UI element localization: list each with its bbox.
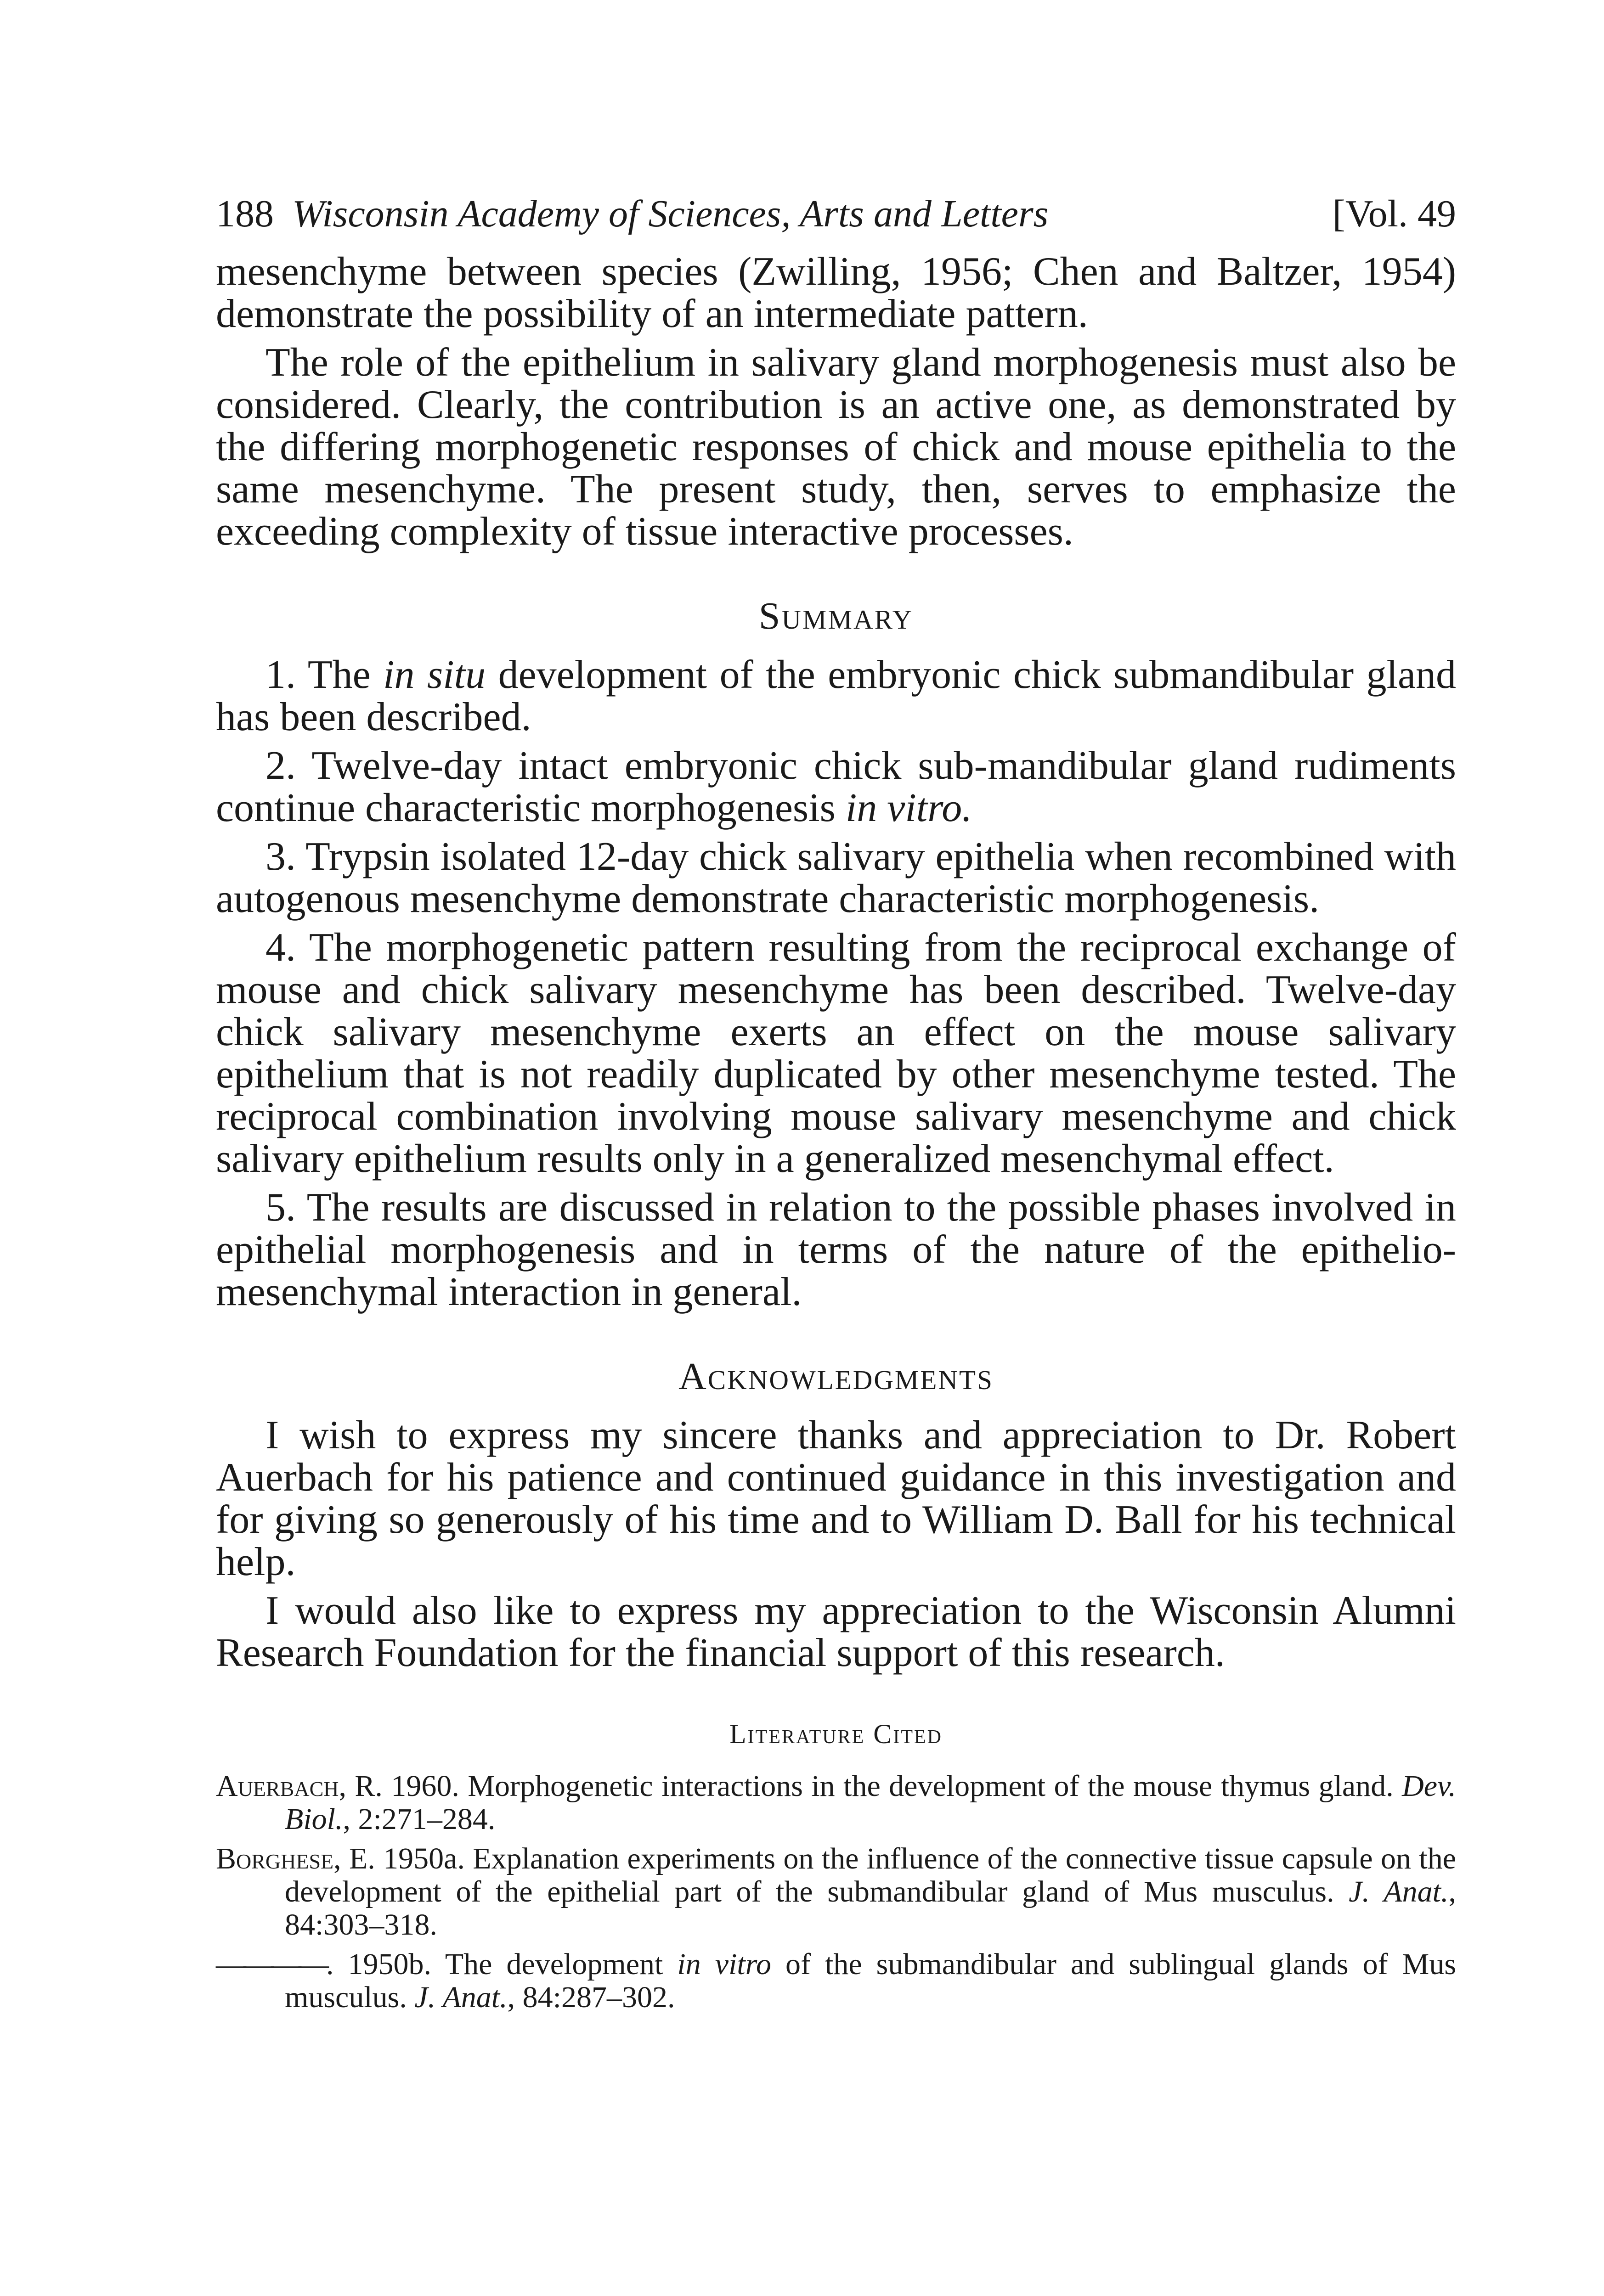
page-number: 188: [216, 192, 274, 235]
intro-paragraph: The role of the epithelium in salivary gland morphogenesis must also be considered. Clearly, the contribution is an active one, as demonstrated by the differing morphogenetic responses of chick and mouse epithelia to the same mesenchyme. The present study, then, serves to emphasize the exceeding complexity of tissue interactive processes.: [216, 340, 1456, 554]
summary-heading: Summary: [758, 595, 914, 638]
reference-entry: ————. 1950b. The development in vitro of the submandibular and sublingual glands of Mus musculus. J. Anat., 84:287–302.: [216, 1947, 1457, 2015]
acknowledgments-section: [216, 1414, 1456, 1674]
summary-item: 1. The in situ development of the embryonic chick submandibular gland has been described.: [216, 653, 1456, 740]
summary-item: 2. Twelve-day intact embryonic chick sub-mandibular gland rudiments continue characteristic morphogenesis in vitro.: [216, 743, 1456, 831]
acknowledgments-paragraph: I wish to express my sincere thanks and appreciation to Dr. Robert Auerbach for his patience and continued guidance in this investigation and for giving so generously of his time and to William D. Ball for his technical help.: [216, 1413, 1456, 1585]
reference-entry: Borghese, E. 1950a. Explanation experiments on the influence of the connective tissue capsule on the development of the epithelial part of the submandibular gland of Mus musculus. J. Anat., 84:303–318.: [216, 1842, 1457, 1942]
intro-paragraph-continued: mesenchyme between species (Zwilling, 1956; Chen and Baltzer, 1954) demonstrate the possibility of an intermediate pattern.: [216, 249, 1456, 337]
acknowledgments-heading: Acknowledgments: [678, 1355, 994, 1398]
reference-list: [216, 1770, 1456, 2014]
intro-section: [216, 251, 1456, 553]
reference-entry: Auerbach, R. 1960. Morphogenetic interactions in the development of the mouse thymus gland. Dev. Biol., 2:271–284.: [216, 1769, 1456, 1836]
volume-label: [Vol. 49: [1332, 192, 1456, 235]
summary-list: [216, 654, 1456, 1313]
journal-title: Wisconsin Academy of Sciences, Arts and Letters: [292, 192, 1049, 235]
running-head: [216, 193, 1456, 235]
summary-item: 4. The morphogenetic pattern resulting from the reciprocal exchange of mouse and chick salivary mesenchyme has been described. Twelve-day chick salivary mesenchyme exerts an effect on the mouse salivary epithelium that is not readily duplicated by other mesenchyme tested. The reciprocal combination involving mouse salivary mesenchyme and chick salivary epithelium results only in a generalized mesenchymal effect.: [216, 925, 1456, 1182]
summary-item: 5. The results are discussed in relation to the possible phases involved in epithelial morphogenesis and in terms of the nature of the epithelio-mesenchymal interaction in general.: [216, 1185, 1456, 1315]
acknowledgments-paragraph: I would also like to express my appreciation to the Wisconsin Alumni Research Foundation for the financial support of this research.: [216, 1588, 1456, 1676]
page: [216, 193, 1456, 2020]
summary-item: 3. Trypsin isolated 12-day chick salivary epithelia when recombined with autogenous mesenchyme demonstrate characteristic morphogenesis.: [216, 834, 1456, 922]
literature-cited-heading: Literature Cited: [729, 1719, 943, 1750]
